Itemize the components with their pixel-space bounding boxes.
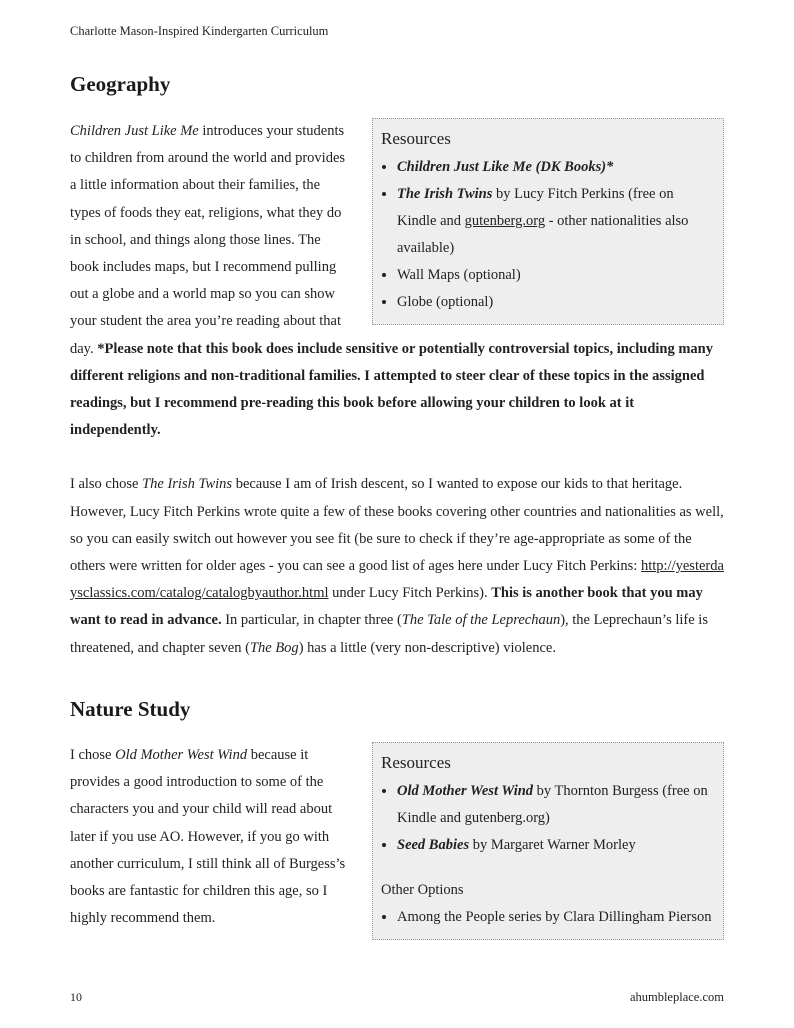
geography-paragraph-1: Children Just Like Me introduces your students to children from around the world and provides a little information about their families, the types of foods they eat, religions, what they do in school, and things along those lines. The book includes maps, but I recommend pulling out a globe and a world map so you can show your student the area you’re reading about that day. *Please note that this book does include sensitive or potentially controversial topics, including many different religions and non-traditional families. I attempted to steer clear of these topics in the assigned readings, but I recommend pre-reading this book before allowing your children to look at it independently. bbox=[70, 123, 713, 439]
other-options-title: Other Options bbox=[381, 882, 464, 899]
geography-resources-box bbox=[372, 118, 724, 325]
nature-study-paragraph: I chose Old Mother West Wind because it provides a good introduction to some of the characters you and your child will read about later if you use AO. However, if you go with another curriculum, I still think all of Burgess’s books are fantastic for children this age, so I highly recommend them. bbox=[70, 747, 346, 927]
geography-heading: Geography bbox=[70, 72, 171, 96]
gutenberg-link[interactable]: gutenberg.org bbox=[464, 213, 546, 230]
running-header: Charlotte Mason-Inspired Kindergarten Curriculum bbox=[70, 24, 329, 38]
resources-list bbox=[381, 154, 713, 316]
resource-item: • The Irish Twins by Lucy Fitch Perkins (free on Kindle and gutenberg.org - other nationalities also available) bbox=[397, 181, 713, 262]
resource-item: • Globe (optional) bbox=[397, 289, 713, 316]
resource-item: • Children Just Like Me (DK Books)* bbox=[397, 154, 713, 181]
resources-title: Resources bbox=[381, 129, 451, 148]
resources-title: Resources bbox=[381, 753, 451, 772]
geography-paragraph-2: I also chose The Irish Twins because I am of Irish descent, so I wanted to expose our kids to that heritage. However, Lucy Fitch Perkins wrote quite a few of these books covering other countries and nationalities as well, so you can easily switch out however you see fit (be sure to check if they’re age-appropriate as some of the others were written for older ages - you can see a good list of ages here under Lucy Fitch Perkins: http://yesterdaysclassics.com/catalog/catalogbyauthor.html under Lucy Fitch Perkins). This is another book that you may want to read in advance. In particular, in chapter three (The Tale of the Leprechaun), the Leprechaun’s life is threatened, and chapter seven (The Bog) has a little (very non-descriptive) violence. bbox=[70, 476, 724, 656]
resource-item: • Old Mother West Wind by Thornton Burgess (free on Kindle and gutenberg.org) bbox=[397, 778, 713, 832]
page-number: 10 bbox=[70, 990, 82, 1004]
nature-study-section bbox=[70, 742, 724, 946]
geography-resources-float bbox=[372, 118, 724, 325]
geography-section bbox=[70, 118, 724, 662]
resource-item: • Wall Maps (optional) bbox=[397, 262, 713, 289]
other-options-list bbox=[381, 904, 713, 931]
resources-list bbox=[381, 778, 713, 859]
nature-resources-box bbox=[372, 742, 724, 940]
footer-site: ahumbleplace.com bbox=[629, 990, 724, 1004]
nature-study-heading: Nature Study bbox=[70, 697, 191, 721]
nature-resources-float bbox=[372, 742, 724, 940]
resource-item: • Among the People series by Clara Dillingham Pierson bbox=[397, 904, 713, 931]
yesterdays-classics-link[interactable]: http://yesterdaysclassics.com/catalog/catalogbyauthor.html bbox=[70, 558, 724, 602]
resource-item: • Seed Babies by Margaret Warner Morley bbox=[397, 832, 713, 859]
